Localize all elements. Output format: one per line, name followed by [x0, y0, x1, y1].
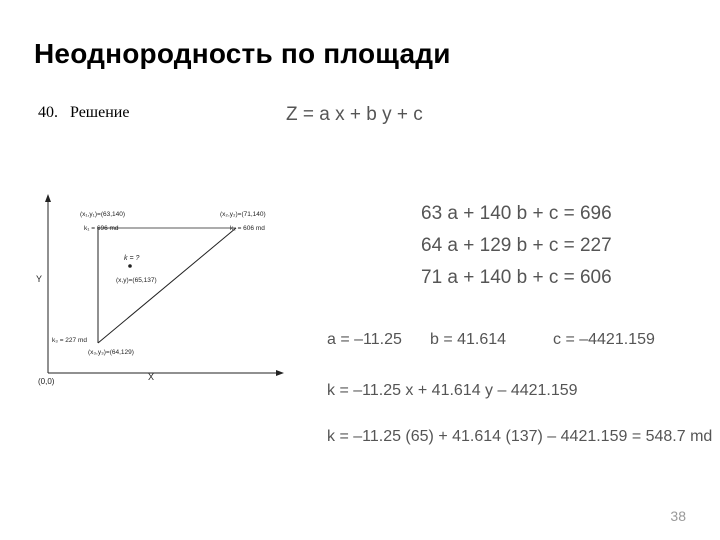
permeability-diagram: [20, 188, 320, 398]
p2-coord: (x₂,y₂)=(71,140): [220, 211, 266, 218]
system-equation-3: 71 a + 140 b + c = 606: [421, 267, 612, 288]
coefficient-c: c = –4421.159: [553, 331, 655, 348]
slide-title: Неоднородность по площади: [34, 38, 451, 69]
k-formula: k = –11.25 x + 41.614 y – 4421.159: [327, 382, 578, 399]
p1-coord: (x₁,y₁)=(63,140): [80, 211, 126, 218]
p3-perm: k₃ = 227 md: [52, 337, 87, 344]
coefficient-a: a = –11.25: [327, 331, 402, 348]
page-number: 38: [670, 508, 686, 524]
unknown-coord: (x,y)=(65,137): [116, 277, 157, 284]
edge-p2-p3: [98, 228, 236, 343]
item-label: Решение: [70, 104, 130, 121]
system-equation-1: 63 a + 140 b + c = 696: [421, 203, 612, 224]
x-axis-arrow: [276, 370, 284, 376]
z-equation: Z = a x + b y + c: [286, 104, 423, 125]
p1-perm: k₁ = 696 md: [84, 225, 119, 232]
k-result: k = –11.25 (65) + 41.614 (137) – 4421.159 = 548.7 md: [327, 428, 713, 445]
unknown-point: [128, 264, 132, 268]
axis-x-label: X: [148, 372, 155, 382]
y-axis-arrow: [45, 194, 51, 202]
solution-heading: [38, 104, 129, 122]
p3-coord: (x₃,y₃)=(64,129): [88, 349, 134, 356]
origin-label: (0,0): [38, 377, 55, 386]
system-equation-2: 64 a + 129 b + c = 227: [421, 235, 612, 256]
coefficient-b: b = 41.614: [430, 331, 507, 348]
unknown-label: k = ?: [124, 255, 140, 262]
axis-y-label: Y: [36, 274, 43, 284]
p2-perm: k₂ = 606 md: [230, 225, 265, 232]
item-number: 40.: [38, 104, 58, 121]
